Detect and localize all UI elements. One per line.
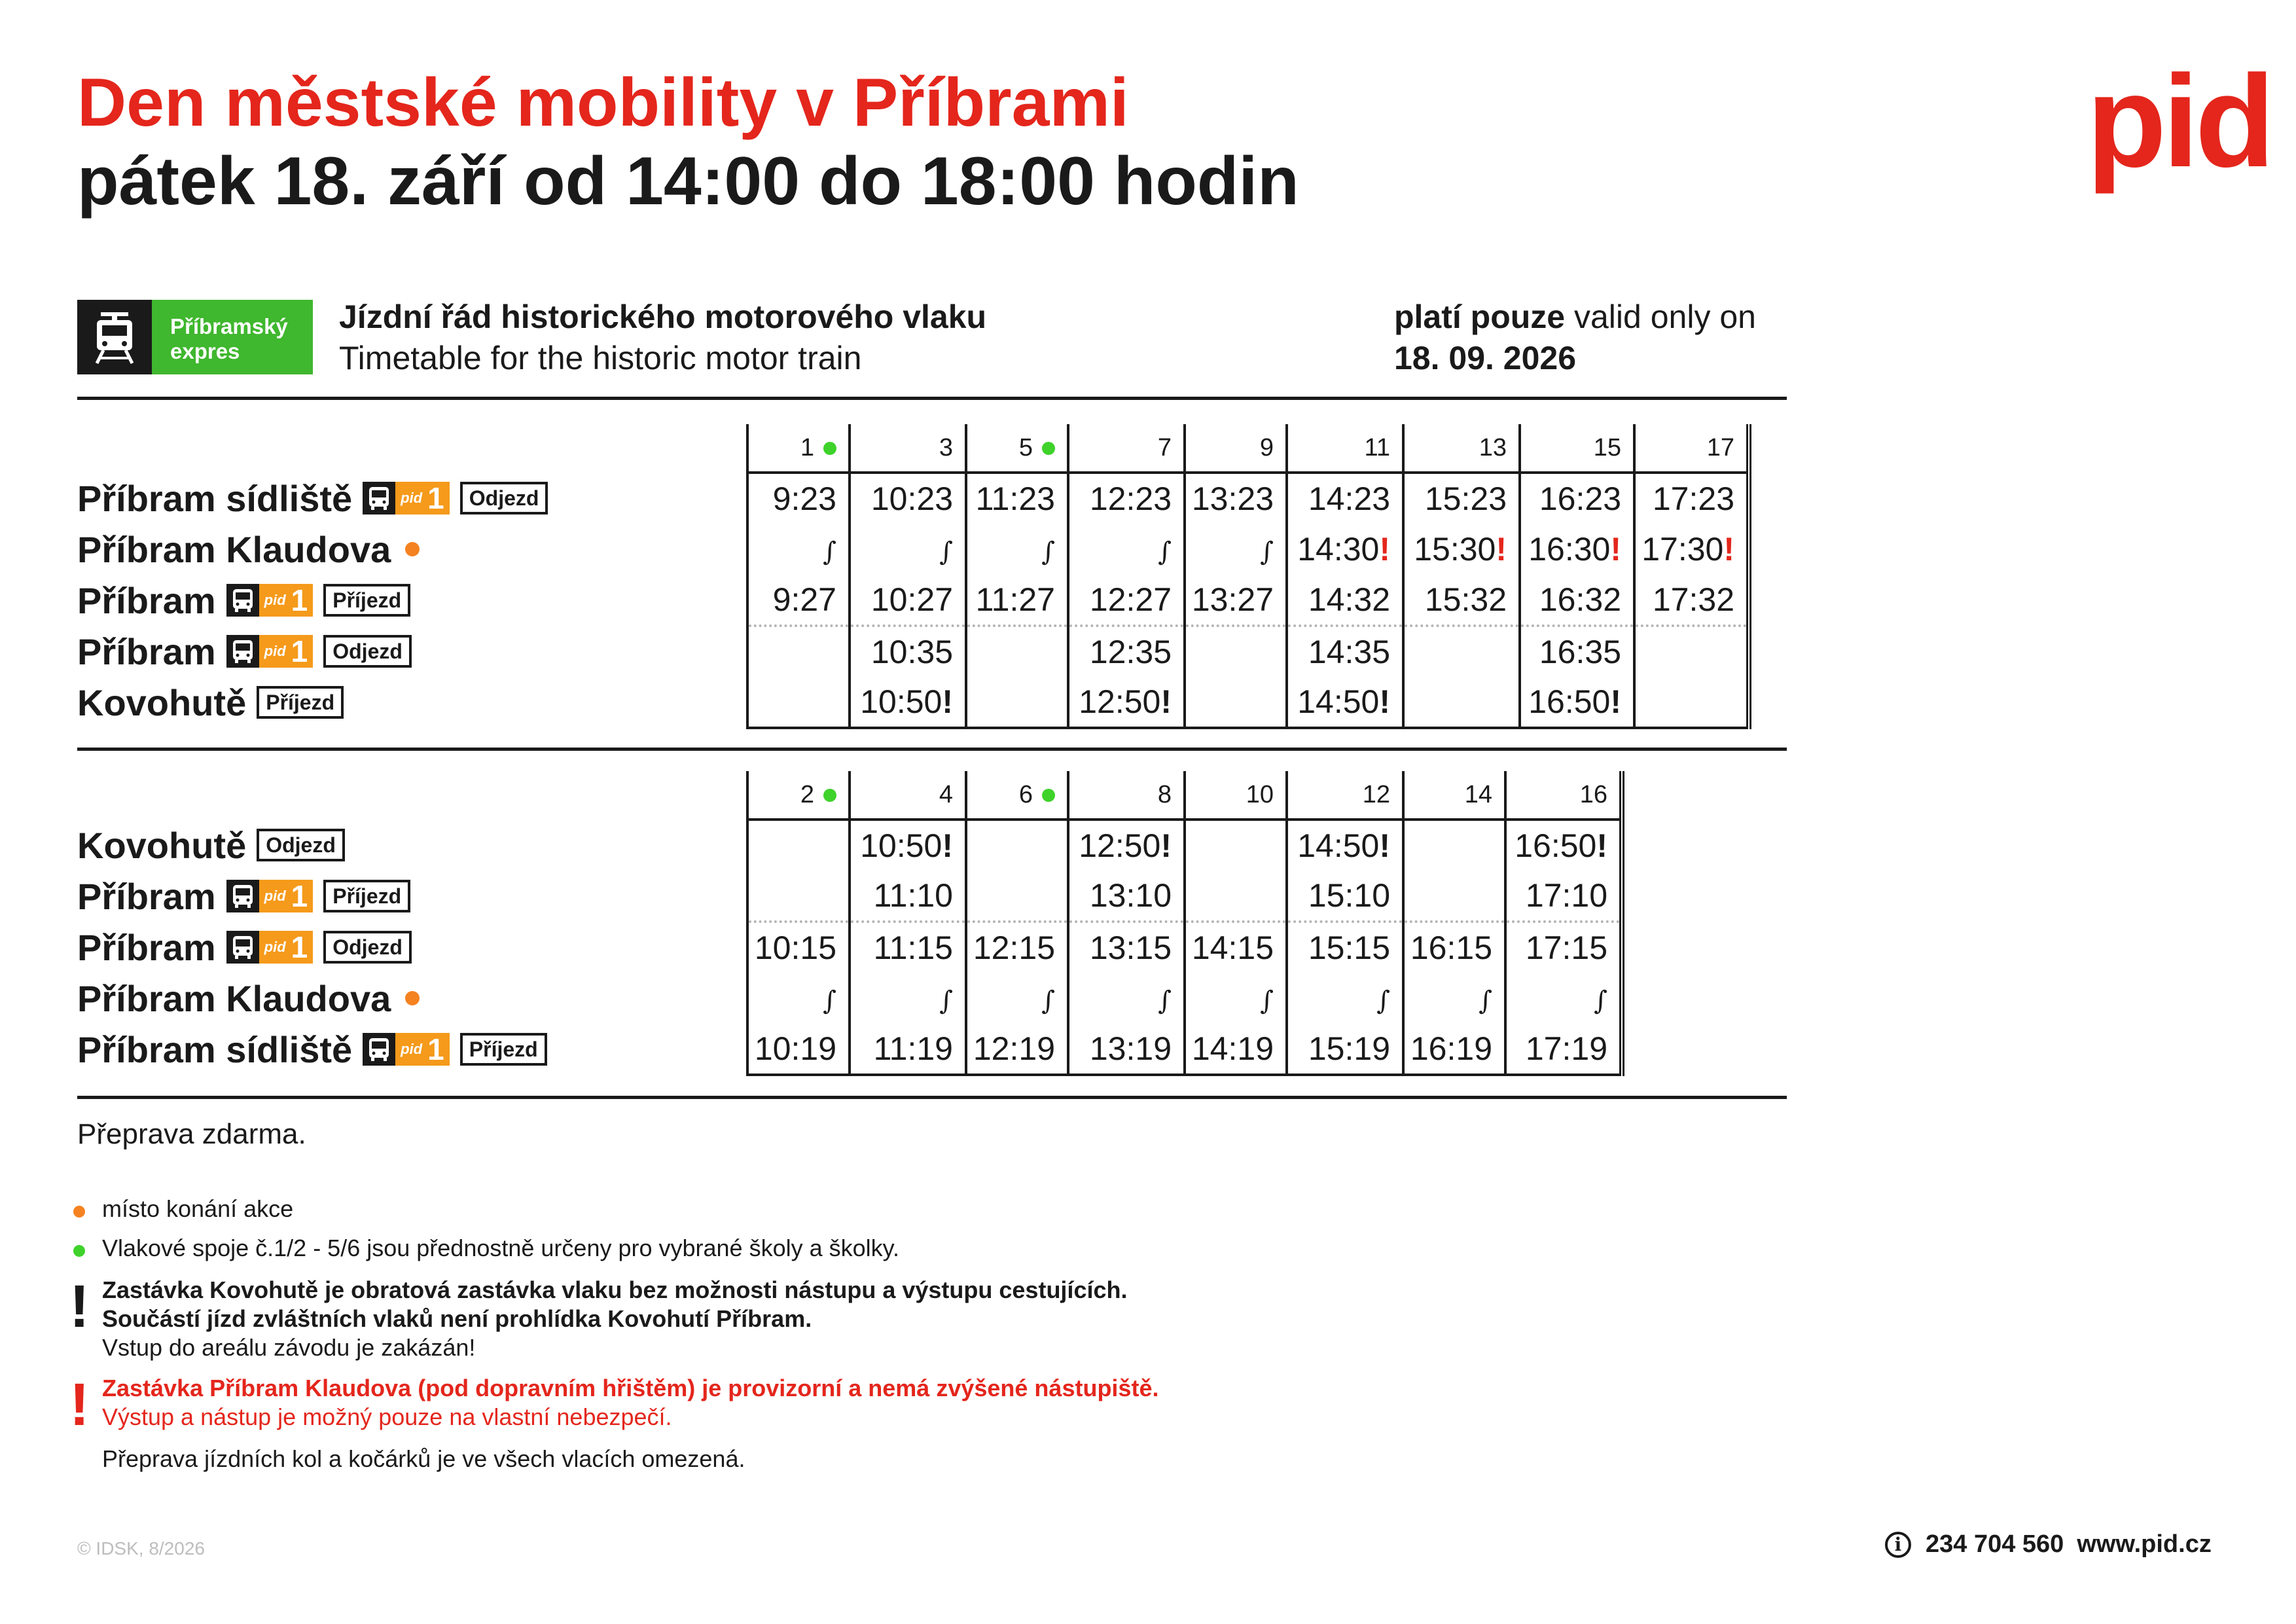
timetable-cell <box>966 922 1068 973</box>
departure-time: 10:35 <box>870 634 953 670</box>
pid-prefix: pid <box>264 592 286 608</box>
departure-time: 14:15 <box>1191 929 1274 966</box>
train-number: 8 <box>1157 780 1172 808</box>
arrival-tag: Příjezd <box>323 880 410 912</box>
timetable-cell <box>850 473 966 524</box>
departure-time: 17:23 <box>1652 480 1734 517</box>
departure-time: 17:30 <box>1641 531 1724 568</box>
pass-through-mark: ∫ <box>1041 537 1055 567</box>
station-name: Příbram <box>77 579 216 621</box>
departure-time: 11:19 <box>873 1030 953 1067</box>
timetable-cell <box>1505 973 1622 1024</box>
bus-icon <box>363 1033 395 1066</box>
timetable-cell <box>747 575 850 626</box>
pass-through-mark: ∫ <box>1158 537 1172 567</box>
departure-time: 11:23 <box>975 480 1055 517</box>
pid-line-badge <box>226 880 314 912</box>
timetable-cell <box>1068 677 1185 728</box>
contact-info <box>1885 1530 2212 1559</box>
station-name: Příbram Klaudova <box>77 528 391 570</box>
train-number-header <box>1520 424 1634 473</box>
timetable-cell <box>850 820 966 871</box>
station-row <box>77 575 410 626</box>
validity-rest: valid only on <box>1565 298 1756 335</box>
departure-time: 15:15 <box>1308 929 1390 966</box>
copyright: © IDSK, 8/2026 <box>77 1538 205 1559</box>
departure-time: 14:19 <box>1191 1030 1274 1067</box>
departure-time: 14:35 <box>1308 634 1390 670</box>
train-line-badge <box>77 300 313 374</box>
website-link[interactable]: www.pid.cz <box>2077 1530 2212 1558</box>
pid-prefix: pid <box>264 939 286 955</box>
pass-through-mark: ∫ <box>1260 986 1274 1016</box>
timetable-cell <box>1403 575 1520 626</box>
train-number: 13 <box>1479 433 1507 461</box>
station-row <box>77 820 345 871</box>
validity-label <box>1394 298 1756 336</box>
bus-icon <box>363 482 395 514</box>
station-name: Kovohutě <box>77 681 247 723</box>
timetable-cell <box>1287 575 1403 626</box>
timetable-cell <box>1403 820 1505 871</box>
departure-time: 13:19 <box>1089 1030 1172 1067</box>
departure-time: 16:23 <box>1539 480 1621 517</box>
station-row <box>77 677 344 728</box>
validity-bold: platí pouze <box>1394 298 1566 335</box>
station-name: Kovohutě <box>77 824 247 866</box>
page-title: Den městské mobility v Příbrami <box>77 65 1129 141</box>
page-subtitle: pátek 18. září od 14:00 do 18:00 hodin <box>77 143 1299 219</box>
train-number-header <box>1068 771 1185 820</box>
timetable-cell <box>1403 871 1505 922</box>
station-name: Příbram sídliště <box>77 477 353 519</box>
departure-time: 16:32 <box>1539 581 1621 618</box>
station-row <box>77 626 412 677</box>
departure-time: 13:15 <box>1089 929 1172 966</box>
pid-line-label <box>259 931 314 964</box>
departure-time: 12:27 <box>1089 581 1172 618</box>
timetable-cell <box>1505 922 1622 973</box>
departure-time: 15:23 <box>1424 480 1507 517</box>
timetable-cell <box>1520 677 1634 728</box>
timetable-cell <box>966 626 1068 677</box>
train-number-header <box>1287 424 1403 473</box>
pid-prefix: pid <box>401 1041 423 1057</box>
train-number-header <box>1185 424 1287 473</box>
timetable-cell <box>1068 524 1185 575</box>
pid-line-label <box>395 1033 450 1066</box>
timetable-cell <box>1068 973 1185 1024</box>
bus-icon <box>226 880 259 912</box>
train-number: 6 <box>1018 780 1033 808</box>
timetable-cell <box>747 871 850 922</box>
timetable-cell <box>966 575 1068 626</box>
train-number: 9 <box>1259 433 1274 461</box>
timetable-cell <box>1403 1024 1505 1075</box>
badge-label <box>152 300 313 374</box>
station-row <box>77 473 548 524</box>
departure-time: 12:23 <box>1089 480 1172 517</box>
warning-mark-icon: ! <box>1379 827 1390 864</box>
timetable-cell <box>1287 677 1403 728</box>
timetable-cell <box>1520 575 1634 626</box>
timetable-cell <box>850 1024 966 1075</box>
timetable-cell <box>1287 626 1403 677</box>
timetable-cell <box>1520 473 1634 524</box>
train-number: 11 <box>1364 433 1390 461</box>
warning-mark-icon: ! <box>1379 531 1390 568</box>
departure-tag: Odjezd <box>460 482 548 514</box>
departure-time: 11:10 <box>873 877 953 914</box>
timetable-cell <box>747 1024 850 1075</box>
timetable-cell <box>1403 973 1505 1024</box>
pid-logo: pid <box>2087 48 2271 194</box>
timetable-direction-1 <box>746 424 1751 729</box>
priority-dot-icon <box>1042 789 1055 802</box>
arrival-tag: Příjezd <box>323 584 410 617</box>
train-number-header <box>1403 424 1520 473</box>
pass-through-mark: ∫ <box>823 986 836 1016</box>
timetable-cell <box>747 677 850 728</box>
divider <box>77 397 1787 400</box>
warning-mark-icon: ! <box>1160 683 1172 720</box>
timetable-cell <box>1634 626 1749 677</box>
green-dot-icon <box>73 1245 85 1257</box>
departure-time: 13:27 <box>1191 581 1274 618</box>
departure-time: 16:50 <box>1528 683 1611 720</box>
departure-tag: Odjezd <box>323 635 412 668</box>
timetable-cell <box>1287 473 1403 524</box>
departure-time: 16:50 <box>1515 827 1597 864</box>
departure-time: 14:23 <box>1308 480 1390 517</box>
event-location-dot-icon <box>405 542 420 556</box>
pid-line-badge <box>226 635 314 668</box>
train-number: 5 <box>1018 433 1033 461</box>
departure-time: 10:50 <box>860 683 942 720</box>
priority-dot-icon <box>823 442 836 455</box>
timetable-cell <box>1185 626 1287 677</box>
warning-mark-icon: ! <box>1379 683 1390 720</box>
timetable-cell <box>1068 1024 1185 1075</box>
timetable-cell <box>850 871 966 922</box>
pass-through-mark: ∫ <box>939 537 953 567</box>
station-name: Příbram <box>77 926 216 968</box>
pid-line-badge <box>363 482 450 514</box>
departure-time: 16:35 <box>1539 634 1621 670</box>
free-transport-note: Přeprava zdarma. <box>77 1118 306 1150</box>
departure-time: 10:27 <box>870 581 953 618</box>
timetable-cell <box>1634 677 1749 728</box>
train-number-header <box>850 771 966 820</box>
pid-line-label <box>395 482 450 514</box>
departure-time: 12:15 <box>973 929 1055 966</box>
timetable-cell <box>747 473 850 524</box>
departure-time: 15:19 <box>1308 1030 1390 1067</box>
station-row <box>77 871 410 922</box>
pid-line-label <box>259 635 314 668</box>
train-number-header <box>1634 424 1749 473</box>
warning-mark-icon: ! <box>1160 827 1172 864</box>
departure-time: 13:10 <box>1089 877 1172 914</box>
timetable-cell <box>747 973 850 1024</box>
timetable-cell <box>1068 473 1185 524</box>
timetable-cell <box>1185 922 1287 973</box>
departure-time: 17:10 <box>1525 877 1607 914</box>
departure-time: 17:15 <box>1525 929 1607 966</box>
orange-dot-icon <box>73 1206 85 1218</box>
timetable-cell <box>1185 575 1287 626</box>
train-number: 2 <box>800 780 814 808</box>
note-bikes: Přeprava jízdních kol a kočárků je ve všech vlacích omezená. <box>102 1445 745 1472</box>
pid-line-number: 1 <box>291 879 308 913</box>
note-klaudova-2: Výstup a nástup je možný pouze na vlastní nebezpečí. <box>102 1403 672 1430</box>
warning-mark-icon: ! <box>942 683 953 720</box>
timetable-cell <box>1068 575 1185 626</box>
timetable-cell <box>850 575 966 626</box>
pass-through-mark: ∫ <box>1376 986 1390 1016</box>
departure-time: 15:32 <box>1424 581 1507 618</box>
timetable-cell <box>1287 524 1403 575</box>
train-number: 1 <box>800 433 814 461</box>
timetable-cell <box>850 677 966 728</box>
bus-icon <box>226 931 259 964</box>
train-number-header <box>1505 771 1622 820</box>
train-number: 15 <box>1593 433 1621 461</box>
pid-line-badge <box>363 1033 450 1066</box>
timetable-cell <box>966 1024 1068 1075</box>
divider <box>77 1096 1787 1099</box>
timetable-cell <box>1287 1024 1403 1075</box>
timetable-cell <box>1185 473 1287 524</box>
pid-prefix: pid <box>264 643 286 659</box>
timetable-cell <box>1068 871 1185 922</box>
timetable-cell <box>1634 575 1749 626</box>
timetable-cell <box>1403 677 1520 728</box>
timetable-cell <box>1505 871 1622 922</box>
timetable-cell <box>966 677 1068 728</box>
note-event-location: místo konání akce <box>102 1195 294 1222</box>
timetable-cell <box>966 473 1068 524</box>
station-name: Příbram sídliště <box>77 1028 353 1070</box>
departure-time: 14:32 <box>1308 581 1390 618</box>
timetable-cell <box>966 820 1068 871</box>
phone: 234 704 560 <box>1926 1530 2064 1558</box>
departure-time: 12:35 <box>1089 634 1172 670</box>
departure-time: 13:23 <box>1191 480 1274 517</box>
timetable-cell <box>747 524 850 575</box>
timetable-cell <box>1185 1024 1287 1075</box>
departure-time: 12:19 <box>973 1030 1055 1067</box>
timetable-cell <box>850 922 966 973</box>
pid-line-number: 1 <box>291 634 308 668</box>
timetable-cell <box>1403 922 1505 973</box>
train-number: 3 <box>939 433 953 461</box>
station-name: Příbram <box>77 875 216 917</box>
train-number-header <box>966 771 1068 820</box>
train-number-header <box>850 424 966 473</box>
station-name: Příbram Klaudova <box>77 977 391 1019</box>
timetable-cell <box>1185 871 1287 922</box>
station-row <box>77 1024 547 1075</box>
timetable-cell <box>1287 820 1403 871</box>
timetable-cell <box>1185 973 1287 1024</box>
timetable-cell <box>1287 973 1403 1024</box>
arrival-tag: Příjezd <box>257 686 344 719</box>
departure-time: 10:50 <box>860 827 942 864</box>
departure-time: 12:50 <box>1079 827 1161 864</box>
timetable-cell <box>1403 473 1520 524</box>
departure-tag: Odjezd <box>323 931 412 964</box>
timetable-cell <box>966 524 1068 575</box>
train-number: 16 <box>1579 780 1607 808</box>
timetable-cell <box>850 973 966 1024</box>
departure-time: 11:27 <box>975 581 1055 618</box>
warning-mark-icon: ! <box>942 827 953 864</box>
validity-date: 18. 09. 2026 <box>1394 340 1577 376</box>
timetable-cell <box>1068 922 1185 973</box>
timetable-cell <box>1505 1024 1622 1075</box>
departure-time: 15:30 <box>1414 531 1496 568</box>
pass-through-mark: ∫ <box>1479 986 1492 1016</box>
timetable-cell <box>1403 524 1520 575</box>
station-row <box>77 922 412 973</box>
train-number-header <box>747 771 850 820</box>
timetable-cell <box>1505 820 1622 871</box>
train-number: 7 <box>1157 433 1172 461</box>
train-number-header <box>747 424 850 473</box>
warning-mark-icon: ! <box>1596 827 1607 864</box>
pid-line-label <box>259 880 314 912</box>
badge-line2: expres <box>170 339 240 363</box>
departure-time: 9:23 <box>772 480 836 517</box>
timetable-cell <box>1520 626 1634 677</box>
exclamation-icon: ! <box>69 1273 90 1340</box>
departure-time: 17:19 <box>1525 1030 1607 1067</box>
exclamation-icon: ! <box>69 1371 90 1438</box>
timetable-cell <box>1403 626 1520 677</box>
arrival-tag: Příjezd <box>460 1033 547 1066</box>
info-icon: i <box>1885 1532 1911 1558</box>
pass-through-mark: ∫ <box>1158 986 1172 1016</box>
warning-mark-icon: ! <box>1496 531 1507 568</box>
note-kovohute-3: Vstup do areálu závodu je zakázán! <box>102 1334 476 1361</box>
pid-line-badge <box>226 931 314 964</box>
station-name: Příbram <box>77 630 216 672</box>
train-number-header <box>966 424 1068 473</box>
note-schools: Vlakové spoje č.1/2 - 5/6 jsou přednostně určeny pro vybrané školy a školky. <box>102 1235 899 1261</box>
departure-time: 14:50 <box>1297 827 1380 864</box>
event-location-dot-icon <box>405 991 420 1005</box>
timetable-cell <box>1185 820 1287 871</box>
timetable-cell <box>747 820 850 871</box>
timetable-cell <box>850 524 966 575</box>
bus-icon <box>226 584 259 617</box>
pid-prefix: pid <box>264 888 286 904</box>
train-number-header <box>1068 424 1185 473</box>
departure-time: 14:50 <box>1297 683 1380 720</box>
divider <box>77 748 1787 751</box>
departure-time: 16:30 <box>1528 531 1611 568</box>
priority-dot-icon <box>823 789 836 802</box>
timetable-heading-en: Timetable for the historic motor train <box>339 340 862 376</box>
pid-line-label <box>259 584 314 617</box>
timetable-cell <box>850 626 966 677</box>
departure-time: 14:30 <box>1297 531 1380 568</box>
priority-dot-icon <box>1042 442 1055 455</box>
pass-through-mark: ∫ <box>1594 986 1607 1016</box>
station-row <box>77 973 420 1024</box>
timetable-cell <box>1068 626 1185 677</box>
bus-icon <box>226 635 259 668</box>
timetable-cell <box>1287 922 1403 973</box>
train-icon <box>77 300 152 374</box>
pid-line-number: 1 <box>291 583 308 617</box>
departure-time: 10:15 <box>754 929 836 966</box>
train-number-header <box>1185 771 1287 820</box>
pid-line-number: 1 <box>427 1032 444 1066</box>
timetable-direction-2 <box>746 771 1624 1076</box>
pass-through-mark: ∫ <box>1260 537 1274 567</box>
timetable-cell <box>1520 524 1634 575</box>
train-number: 10 <box>1246 780 1274 808</box>
note-kovohute-1: Zastávka Kovohutě je obratová zastávka vlaku bez možnosti nástupu a výstupu cestujících. <box>102 1276 1128 1303</box>
departure-time: 10:19 <box>754 1030 836 1067</box>
timetable-cell <box>1068 820 1185 871</box>
badge-line1: Příbramský <box>170 314 288 338</box>
pass-through-mark: ∫ <box>1041 986 1055 1016</box>
pid-line-number: 1 <box>427 481 444 515</box>
warning-mark-icon: ! <box>1610 683 1621 720</box>
train-number: 14 <box>1464 780 1492 808</box>
departure-time: 15:10 <box>1308 877 1390 914</box>
warning-mark-icon: ! <box>1610 531 1621 568</box>
station-row <box>77 524 420 575</box>
train-number: 17 <box>1706 433 1734 461</box>
note-kovohute-2: Součástí jízd zvláštních vlaků není prohlídka Kovohutí Příbram. <box>102 1305 812 1332</box>
departure-time: 16:15 <box>1410 929 1492 966</box>
timetable-cell <box>1634 524 1749 575</box>
departure-time: 17:32 <box>1652 581 1734 618</box>
note-klaudova-1: Zastávka Příbram Klaudova (pod dopravním hřištěm) je provizorní a nemá zvýšené nástupiště. <box>102 1375 1159 1401</box>
train-number: 12 <box>1362 780 1390 808</box>
timetable-cell <box>747 626 850 677</box>
pid-line-number: 1 <box>291 930 308 964</box>
departure-tag: Odjezd <box>257 829 345 861</box>
train-number: 4 <box>939 780 953 808</box>
timetable-cell <box>966 973 1068 1024</box>
departure-time: 16:19 <box>1410 1030 1492 1067</box>
timetable-heading-cs: Jízdní řád historického motorového vlaku <box>339 298 987 335</box>
timetable-cell <box>1287 871 1403 922</box>
pid-prefix: pid <box>401 490 423 506</box>
departure-time: 12:50 <box>1079 683 1161 720</box>
pid-line-badge <box>226 584 314 617</box>
pass-through-mark: ∫ <box>823 537 836 567</box>
timetable-cell <box>1185 677 1287 728</box>
departure-time: 9:27 <box>772 581 836 618</box>
timetable-cell <box>1185 524 1287 575</box>
train-number-header <box>1287 771 1403 820</box>
warning-mark-icon: ! <box>1723 531 1734 568</box>
pass-through-mark: ∫ <box>939 986 953 1016</box>
departure-time: 11:15 <box>873 929 953 966</box>
timetable-cell <box>747 922 850 973</box>
train-number-header <box>1403 771 1505 820</box>
timetable-cell <box>966 871 1068 922</box>
departure-time: 10:23 <box>870 480 953 517</box>
timetable-cell <box>1634 473 1749 524</box>
